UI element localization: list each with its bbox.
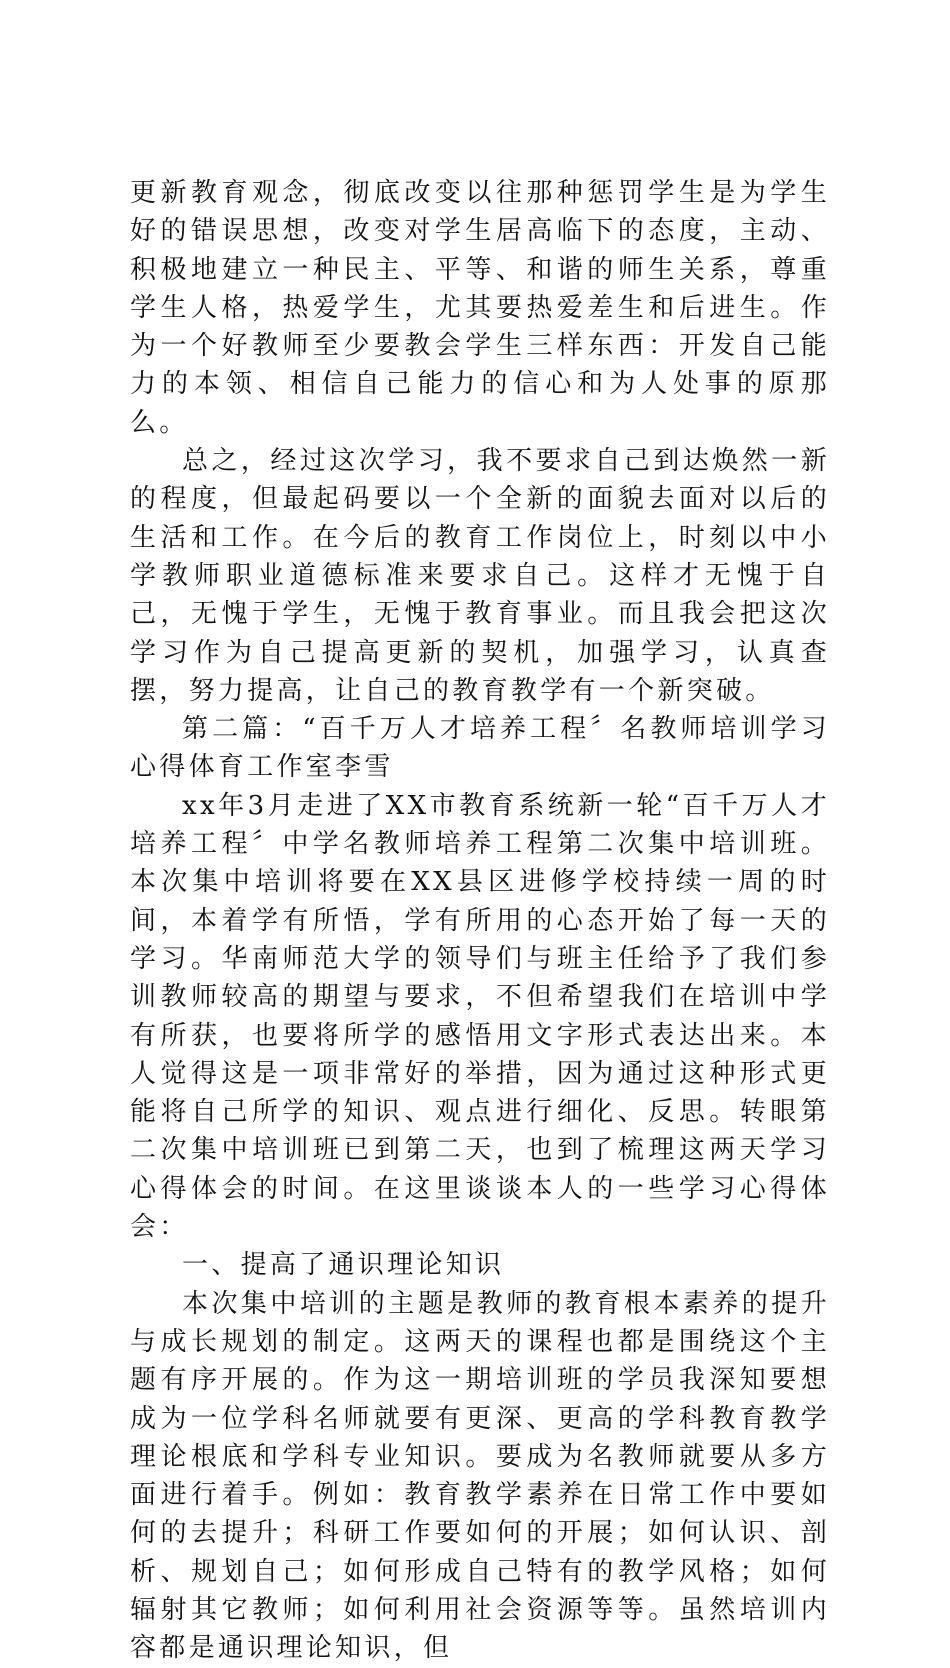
subheading-1: 一、提高了通识理论知识 <box>182 1250 505 1281</box>
paragraph-4: 本次集中培训的主题是教师的教育根本素养的提升与成长规划的制定。这两天的课程也都是围绕这个主题有序开展的。作为这一期培训班的学员我深知要想成为一位学科名师就要有更深、更高的学科教育教学理论根底和学科专业知识。要成为名教师就要从多方面进行着手。例如：教育教学素养在日常工作中要如何的去提升；科研工作要如何的开展；如何认识、剖析、规划自己；如何形成自己特有的教学风格；如何辐射其它教师；如何利用社会资源等等。虽然培训内容都是通识理论知识，但 <box>130 1288 830 1664</box>
document-page <box>130 174 830 1668</box>
section-title: 第二篇：“百千万人才培养工程〞名教师培训学习心得体育工作室李雪 <box>130 714 830 783</box>
paragraph-1: 更新教育观念，彻底改变以往那种惩罚学生是为学生好的错误思想，改变对学生居高临下的态度，主动、积极地建立一种民主、平等、和谐的师生关系，尊重学生人格，热爱学生，尤其要热爱差生和后进生。作为一个好教师至少要教会学生三样东西：开发自己能力的本领、相信自己能力的信心和为人处事的原那么。 <box>130 178 830 438</box>
paragraph-2: 总之，经过这次学习，我不要求自己到达焕然一新的程度，但最起码要以一个全新的面貌去面对以后的生活和工作。在今后的教育工作岗位上，时刻以中小学教师职业道德标准来要求自己。这样才无愧于自己，无愧于学生，无愧于教育事业。而且我会把这次学习作为自己提高更新的契机，加强学习，认真查摆，努力提高，让自己的教育教学有一个新突破。 <box>130 446 830 706</box>
paragraph-3: xx年3月走进了XX市教育系统新一轮“百千万人才培养工程〞中学名教师培养工程第二次集中培训班。本次集中培训将要在XX县区进修学校持续一周的时间，本着学有所悟，学有所用的心态开始了每一天的学习。华南师范大学的领导们与班主任给予了我们参训教师较高的期望与要求，不但希望我们在培训中学有所获，也要将所学的感悟用文字形式表达出来。本人觉得这是一项非常好的举措，因为通过这种形式更能将自己所学的知识、观点进行细化、反思。转眼第二次集中培训班已到第二天，也到了梳理这两天学习心得体会的时间。在这里谈谈本人的一些学习心得体会： <box>130 790 830 1243</box>
